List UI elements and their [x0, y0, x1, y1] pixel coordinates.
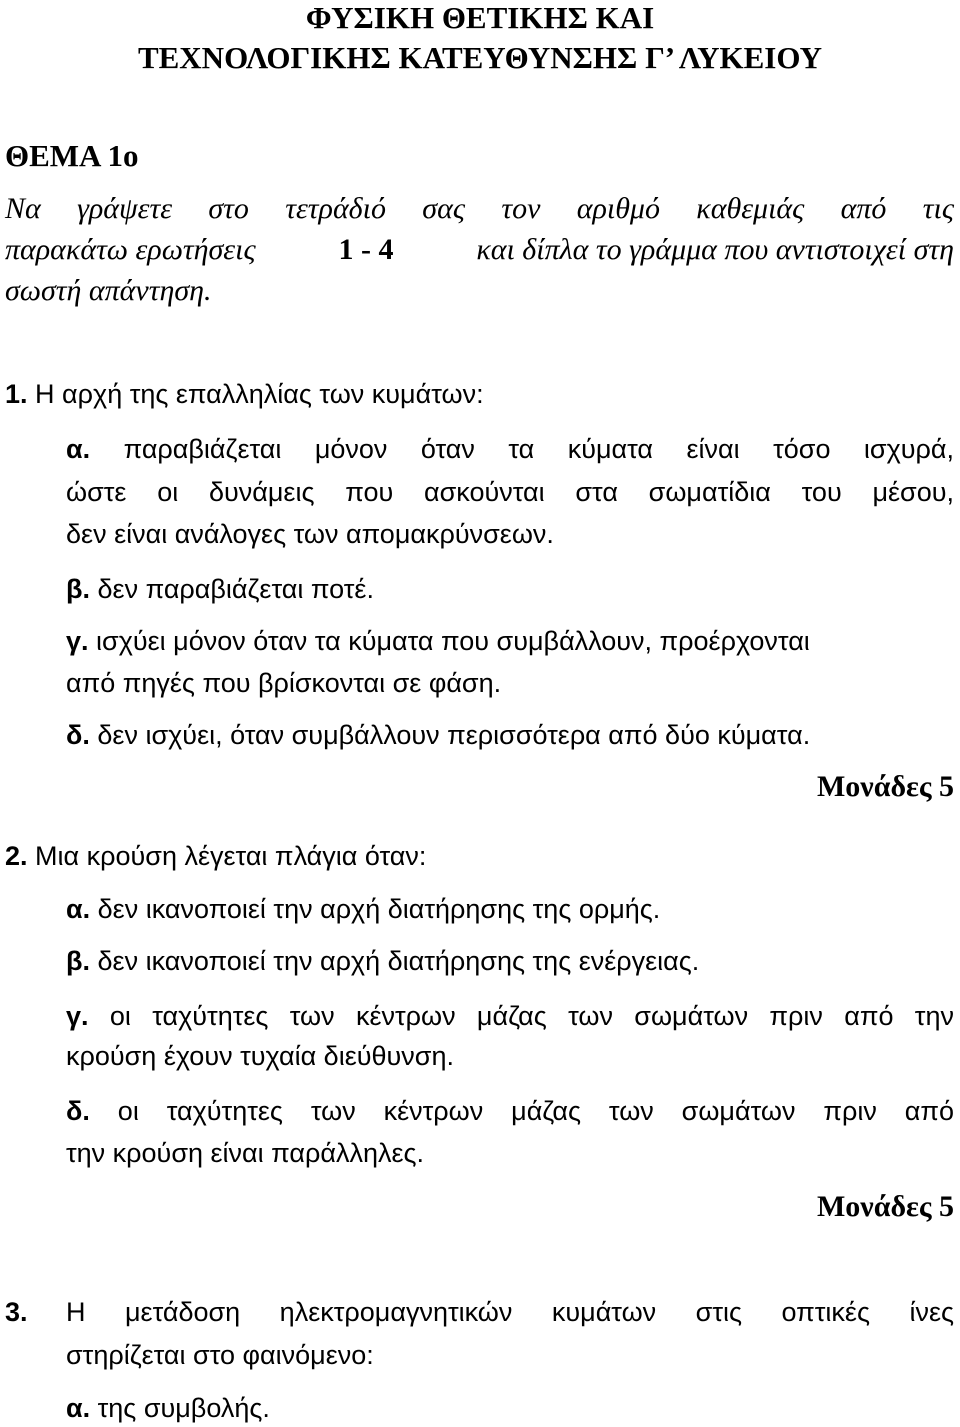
q3-option-a-letter: α.: [66, 1393, 91, 1423]
q2-option-d-line2: την κρούση είναι παράλληλες.: [66, 1138, 425, 1168]
q1-option-a-line1: [66, 436, 954, 463]
q2-option-b-text: δεν ικανοποιεί την αρχή διατήρησης της ενέργειας.: [97, 946, 700, 976]
q2-marks: Μονάδες 5: [816, 1190, 954, 1223]
q2-option-a: [66, 896, 660, 923]
q1-option-d-text: δεν ισχύει, όταν συμβάλλουν περισσότερα από δύο κύματα.: [97, 720, 811, 750]
section-heading: ΘΕΜΑ 1ο: [5, 138, 139, 173]
q2-option-b-letter: β.: [66, 946, 90, 976]
q2-option-c-line1: [66, 1003, 954, 1030]
q2-option-c-line2: κρούση έχουν τυχαία διεύθυνση.: [66, 1041, 454, 1071]
instructions-line3: σωστή απάντηση.: [5, 274, 212, 307]
q1-option-c-line1: [66, 628, 810, 655]
question-3-stem-line2: στηρίζεται στο φαινόμενο:: [66, 1340, 374, 1370]
q1-option-a-line3: δεν είναι ανάλογες των απομακρύνσεων.: [66, 519, 554, 549]
q1-option-b-letter: β.: [66, 574, 90, 604]
q2-option-a-letter: α.: [66, 894, 91, 924]
document-title-line1: ΦΥΣΙΚΗ ΘΕΤΙΚΗΣ ΚΑΙ: [305, 0, 655, 35]
q1-option-b-text: δεν παραβιάζεται ποτέ.: [97, 574, 374, 604]
q1-option-c-letter: γ.: [66, 626, 89, 656]
question-3-stem-line1: Η μετάδοση ηλεκτρομαγνητικών κυμάτων στις οπτικές ίνες: [66, 1297, 954, 1327]
q2-option-d-line1: [66, 1098, 954, 1125]
q1-option-a-line2: ώστε οι δυνάμεις που ασκούνται στα σωματίδια του μέσου,: [66, 477, 954, 507]
question-1-number: 1.: [5, 379, 28, 409]
q2-option-d-letter: δ.: [66, 1096, 90, 1126]
instructions-line2-text-b: και δίπλα το γράμμα που αντιστοιχεί στη: [476, 233, 954, 266]
q2-option-b: [66, 948, 699, 975]
q2-option-a-text: δεν ικανοποιεί την αρχή διατήρησης της ορμής.: [97, 894, 661, 924]
q3-option-a: [66, 1395, 270, 1422]
instructions-line2: [5, 235, 954, 265]
q1-option-d: [66, 722, 810, 749]
q3-option-a-text: της συμβολής.: [97, 1393, 270, 1423]
question-3-number: 3.: [5, 1297, 28, 1327]
instructions-line2-text-a: παρακάτω ερωτήσεις: [5, 233, 256, 266]
q1-option-c-line2: από πηγές που βρίσκονται σε φάση.: [66, 668, 502, 698]
q1-option-c-text1: ισχύει μόνον όταν τα κύματα που συμβάλλουν, προέρχονται: [96, 626, 810, 656]
instructions-line1: Να γράψετε στο τετράδιό σας τον αριθμό καθεμιάς από τις: [5, 192, 954, 225]
question-2-stem: [5, 843, 426, 870]
q2-option-c-text1: οι ταχύτητες των κέντρων μάζας των σωμάτων πριν από την: [109, 1001, 954, 1031]
q1-option-d-letter: δ.: [66, 720, 90, 750]
question-1-stem: [5, 381, 484, 408]
question-2-text: Μια κρούση λέγεται πλάγια όταν:: [35, 841, 427, 871]
q2-option-d-text1: οι ταχύτητες των κέντρων μάζας των σωμάτων πριν από: [117, 1096, 954, 1126]
q1-option-a-letter: α.: [66, 434, 91, 464]
question-1-text: Η αρχή της επαλληλίας των κυμάτων:: [35, 379, 484, 409]
q1-option-b: [66, 576, 374, 603]
q1-marks: Μονάδες 5: [816, 770, 954, 803]
instructions-line2-range: 1 - 4: [338, 233, 394, 266]
q2-option-c-letter: γ.: [66, 1001, 89, 1031]
question-2-number: 2.: [5, 841, 28, 871]
document-title-line2: ΤΕΧΝΟΛΟΓΙΚΗΣ ΚΑΤΕΥΘΥΝΣΗΣ Γ’ ΛΥΚΕΙΟΥ: [137, 40, 823, 75]
q1-option-a-text1: παραβιάζεται μόνον όταν τα κύματα είναι τόσο ισχυρά,: [123, 434, 954, 464]
